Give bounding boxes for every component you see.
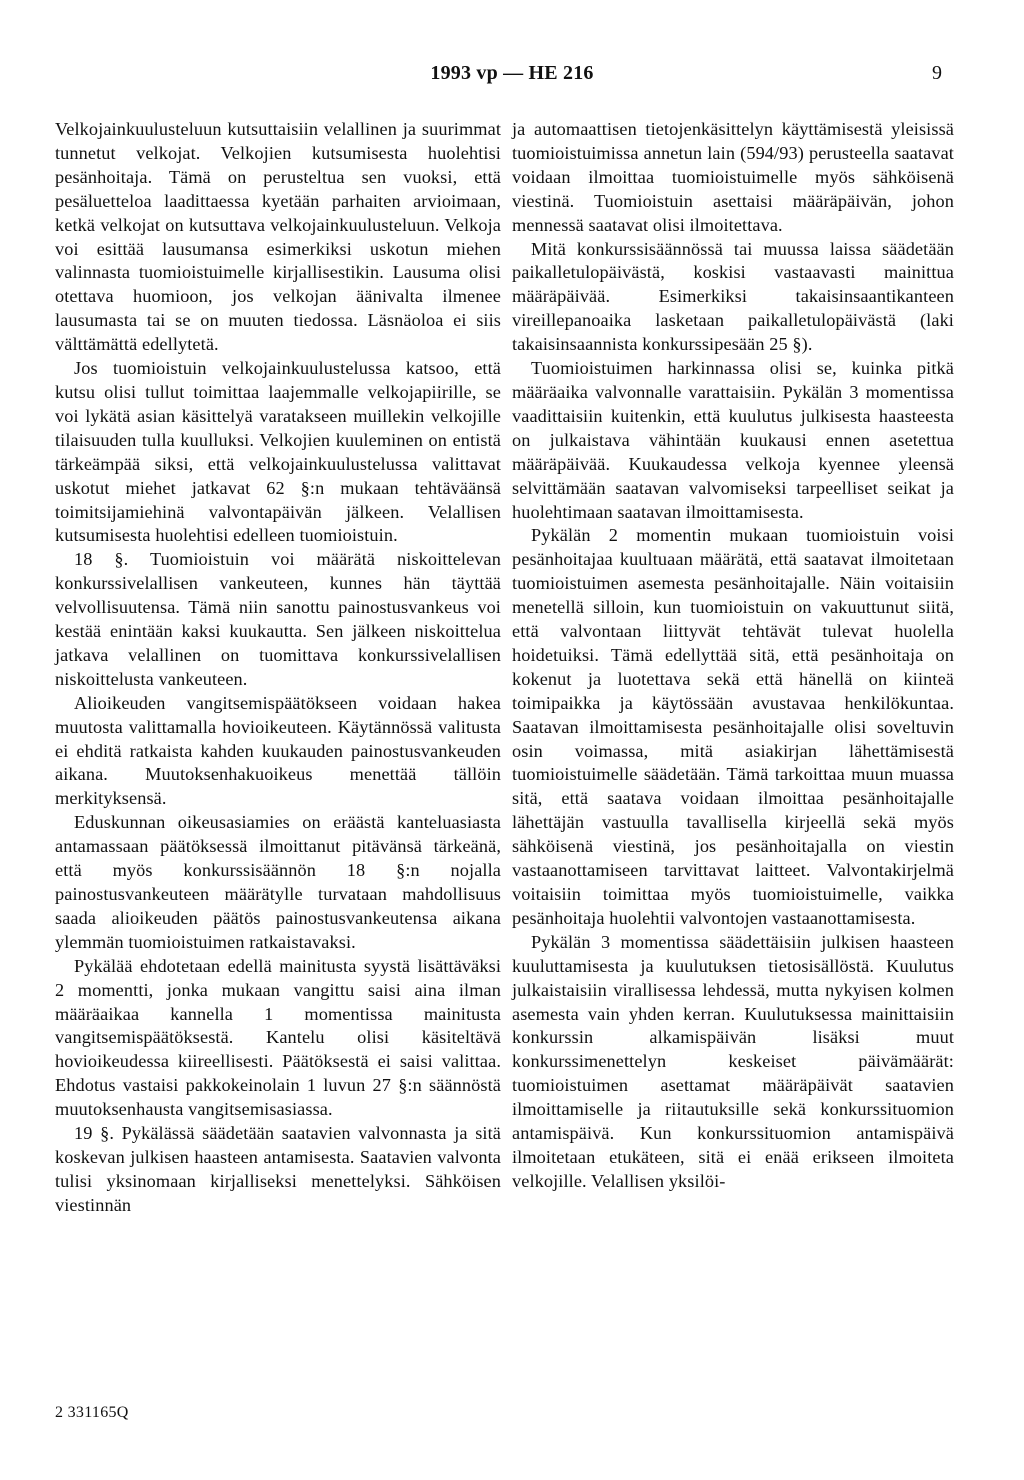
paragraph: Tuomioistuimen harkinnassa olisi se, kuinka pitkä määräaika valvonnalle varattaisiin. Pykälän 3 momentissa vaadittaisiin kuitenkin, että kuulutus julkisesta haasteesta on julkaistava vähintään kuukausi ennen asetettua määräpäivää. Kuukaudessa velkoja kyennee yleensä selvittämään saatavan valvomiseksi tarpeelliset seikat ja huolehtimaan saatavan ilmoittamisesta. [512,358,954,522]
right-column [512,118,954,1194]
paragraph: Pykälää ehdotetaan edellä mainitusta syystä lisättäväksi 2 momentti, jonka mukaan vangittu saisi aina ilman määräaikaa kannella 1 momentissa mainitusta vangitsemispäätöksestä. Kantelu olisi käsiteltävä hovioikeudessa kiireellisesti. Päätöksestä ei saisi valittaa. Ehdotus vastaisi pakkokeinolain 1 luvun 27 §:n säännöstä muutoksenhausta vangitsemisasiassa. [55,955,501,1120]
paragraph: Pykälän 2 momentin mukaan tuomioistuin voisi pesänhoitajaa kuultuaan määrätä, että saatavat ilmoitetaan tuomioistuimen asemesta pesänhoitajalle. Näin voitaisiin menetellä silloin, kun tuomioistuin on vakuuttunut siitä, että valvontaan liittyvät tehtävät tulevat huolella hoidetuiksi. Tämä edellyttää sitä, että pesänhoitaja on kokenut ja luotettava sekä että hänellä on kiinteä toimipaikka ja käytössään avustavaa henkilökuntaa. Saatavan ilmoittamisesta pesänhoitajalle olisi soveltuvin osin voimassa, mitä asiakirjan lähettämisestä tuomioistuimelle säädetään. Tämä tarkoittaa muun muassa sitä, että saatava voidaan ilmoittaa pesänhoitajalle lähettäjän vastuulla tavallisella kirjeellä sekä myös sähköisenä viestinä, jos pesänhoitajalla on viestin vastaanottamiseen tarvittavat laitteet. Valvontakirjelmä voitaisiin toimittaa myös tuomioistuimelle, vaikka pesänhoitaja huolehtii valvontojen vastaanottamisesta. [512,525,954,928]
paragraph: Alioikeuden vangitsemispäätökseen voidaan hakea muutosta valittamalla hovioikeuteen. Käytännössä valitusta ei ehditä ratkaista kahden kuukauden painostusvankeuden aikana. Muutoksenhakuoikeus menettää tällöin merkityksensä. [55,692,501,809]
running-title: 1993 vp — HE 216 [430,62,594,84]
paragraph: Mitä konkurssisäännössä tai muussa laissa säädetään paikalletulopäivästä, koskisi vastaavasti mainittua määräpäivää. Esimerkiksi takaisinsaantikanteen vireillepanoaika lasketaan paikalletulopäivästä (laki takaisinsaannista konkurssipesään 25 §). [512,238,954,355]
paragraph: Eduskunnan oikeusasiamies on eräästä kanteluasiasta antamassaan päätöksessä ilmoittanut pitävänsä tärkeänä, että myös konkurssisäännön 18 §:n nojalla painostusvankeuteen määrätylle turvataan mahdollisuus saada alioikeuden päätös painostusvankeutensa aikana ylemmän tuomioistuimen ratkaistavaksi. [55,812,501,952]
page-number: 9 [932,62,942,84]
print-code: 2 331165Q [55,1404,129,1421]
page-header [0,62,1024,86]
paragraph: ja automaattisen tietojenkäsittelyn käyttämisestä yleisissä tuomioistuimissa annetun lain (594/93) perusteella saatavat voidaan ilmoittaa tuomioistuimelle myös sähköisenä viestinä. Tuomioistuin asettaisi määräpäivän, johon mennessä saatavat olisi ilmoitettava. [512,119,954,235]
paragraph: 19 §. Pykälässä säädetään saatavien valvonnasta ja sitä koskevan julkisen haasteen antamisesta. Saatavien valvonta tulisi yksinomaan kirjalliseksi menettelyksi. Sähköisen viestinnän [55,1123,501,1215]
paragraph: 18 §. Tuomioistuin voi määrätä niskoittelevan konkurssivelallisen vankeuteen, kunnes hän täyttää velvollisuutensa. Tämä niin sanottu painostusvankeus voi kestää enintään kaksi kuukautta. Sen jälkeen niskoittelua jatkava velallinen on tuomittava konkurssivelallisen niskoittelusta vankeuteen. [55,549,501,689]
paragraph: Pykälän 3 momentissa säädettäisiin julkisen haasteen kuuluttamisesta ja kuulutuksen tietosisällöstä. Kuulutus julkaistaisiin virallisessa lehdessä, mutta nykyisen kolmen asemesta vain yhden kerran. Kuulutuksessa mainittaisiin konkurssin alkamispäivän lisäksi muut konkurssimenettelyn keskeiset päivämäärät: tuomioistuimen asettamat määräpäivät saatavien ilmoittamiselle ja riitautuksille sekä konkurssituomion antamispäivä. Kun konkurssituomion antamispäivä ilmoitetaan etukäteen, sitä ei enää erikseen ilmoiteta velkojille. Velallisen yksilöi- [512,931,954,1191]
paragraph: Jos tuomioistuin velkojainkuulustelussa katsoo, että kutsu olisi tullut toimittaa laajemmalle velkojapiirille, se voi lykätä asian käsittelyä varatakseen muillekin velkojille tilaisuuden tulla kuulluksi. Velkojien kuuleminen on entistä tärkeämpää siksi, että velkojainkuulustelussa valittavat uskotut miehet jatkavat 62 §:n mukaan tehtäväänsä toimitsijamiehinä valvontapäivän jälkeen. Velallisen kutsumisesta huolehtisi edelleen tuomioistuin. [55,358,501,546]
paragraph: Velkojainkuulusteluun kutsuttaisiin velallinen ja suurimmat tunnetut velkojat. Velkojien kutsumisesta huolehtisi pesänhoitaja. Tämä on perusteltua sen vuoksi, että pesäluetteloa laadittaessa kyetään parhaiten arvioimaan, ketkä velkojat on kutsuttava velkojainkuulusteluun. Velkoja voi esittää lausumansa esimerkiksi uskotun miehen valinnasta tuomioistuimelle kirjallisestikin. Lausuma olisi otettava huomioon, jos velkojan äänivalta ilmenee lausumasta tai se on muuten tiedossa. Läsnäoloa ei siis välttämättä edellytetä. [55,119,501,355]
left-column [55,118,501,1218]
